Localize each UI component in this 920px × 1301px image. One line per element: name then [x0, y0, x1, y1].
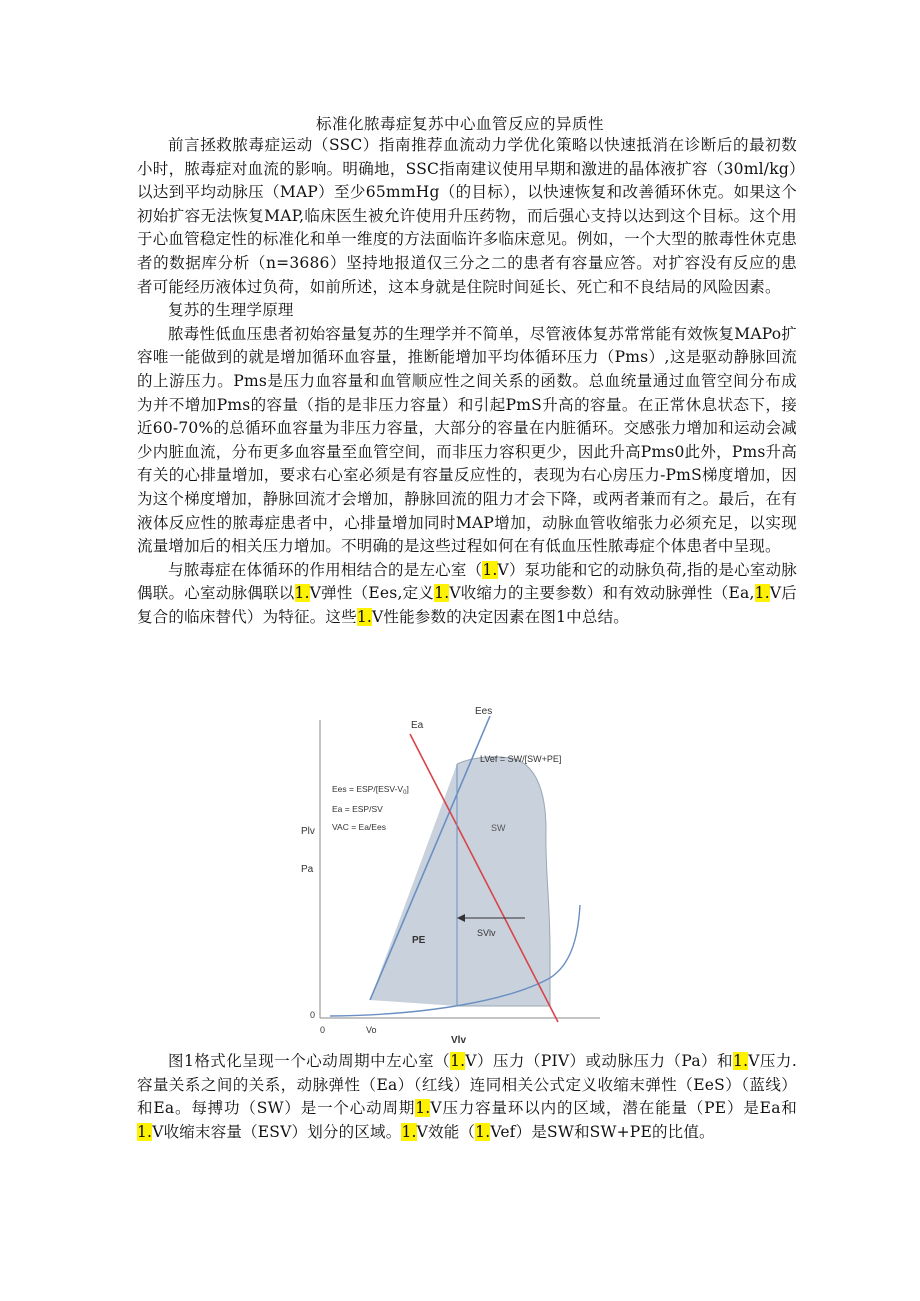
highlight-mark: 1. — [754, 584, 770, 603]
label-ees: Ees — [475, 706, 493, 717]
text-run: V弹性（Ees,定义 — [309, 584, 435, 603]
formula-vac: VAC = Ea/Ees — [332, 822, 386, 832]
highlight-mark: 1. — [401, 1122, 417, 1141]
text-run: V性能参数的决定因素在图1中总结。 — [372, 607, 629, 626]
caption-paragraph — [137, 1050, 797, 1144]
coupling-paragraph — [137, 559, 797, 630]
text-run: 与脓毒症在体循环的作用相结合的是左心室（ — [168, 560, 483, 579]
label-pa: Pa — [301, 864, 314, 875]
formula-ees-end: ] — [406, 784, 409, 794]
highlight-mark: 1. — [733, 1052, 749, 1070]
figure-caption — [137, 1050, 797, 1144]
formula-ees — [332, 784, 409, 796]
section-heading: 复苏的生理学原理 — [168, 301, 294, 320]
pv-loop-figure — [301, 700, 610, 1046]
highlight-mark: 1. — [356, 607, 373, 626]
text-run: V效能（ — [416, 1122, 476, 1141]
label-pe: PE — [412, 935, 426, 946]
highlight-mark: 1. — [450, 1052, 466, 1070]
formula-ees-text: Ees = ESP/[ESV-V — [332, 784, 404, 794]
formula-ea: Ea = ESP/SV — [332, 804, 383, 814]
label-zero-y: 0 — [310, 1010, 316, 1020]
label-vo: Vo — [366, 1025, 377, 1035]
highlight-mark: 1. — [137, 1122, 153, 1141]
text-run: Vef）是SW和SW+PE的比值。 — [490, 1122, 715, 1141]
intro-paragraph: 前言拯救脓毒症运动（SSC）指南推荐血流动力学优化策略以快速抵消在诊断后的最初数小时，脓毒症对血流的影响。明确地，SSC指南建议使用早期和激进的晶体液扩容（30ml/kg）以达到平均动脉压（MAP）至少65mmHg（的目标），以快速恢复和改善循环休克。如果这个初始扩容无法恢复MAP,临床医生被允许使用升压药物，而后强心支持以达到这个目标。这个用于心血管稳定性的标准化和单一维度的方法面临许多临床意见。例如，一个大型的脓毒性休克患者的数据库分析（n=3686）坚持地报道仅三分之二的患者有容量应答。对扩容没有反应的患者可能经历液体过负荷，如前所述，这本身就是住院时间延长、死亡和不良结局的风险因素。 — [137, 136, 797, 296]
label-lvef: LVef = SW/[SW+PE] — [480, 754, 562, 764]
highlight-mark: 1. — [475, 1122, 491, 1141]
sw-area — [457, 757, 550, 1006]
text-run: V后复合的临床替代）为特征。这些 — [137, 584, 797, 626]
label-plv: Plv — [301, 826, 315, 837]
label-svlv: SVlv — [477, 928, 496, 938]
text-run: V）泵功能和它的动脉负荷,指的是心室动脉偶联。心室动脉偶联以 — [137, 560, 797, 603]
text-run: 图1格式化呈现一个心动周期中左心室（ — [168, 1052, 451, 1070]
label-ea: Ea — [411, 720, 424, 731]
highlight-mark: 1. — [482, 560, 498, 579]
document-body — [137, 134, 797, 629]
label-zero-x: 0 — [320, 1025, 326, 1035]
document-title: 标准化脓毒症复苏中心血管反应的异质性 — [315, 115, 604, 133]
text-run: V压力容量环以内的区域，潜在能量（PE）是Ea和 — [430, 1099, 797, 1118]
formula-ees-sub: 0 — [403, 790, 407, 796]
text-run: V压力.容量关系之间的关系，动脉弹性（Ea）（红线）连同相关公式定义收缩末弹性（EeS）（蓝线）和Ea。每搏功（SW）是一个心动周期 — [137, 1052, 798, 1118]
text-run: V收缩末容量（ESV）划分的区域。 — [152, 1122, 402, 1141]
label-sw: SW — [491, 823, 506, 833]
physiology-paragraph: 脓毒性低血压患者初始容量复苏的生理学并不简单，尽管液体复苏常常能有效恢复MAPo扩容唯一能做到的就是增加循环血容量，推断能增加平均体循环压力（Pms）,这是驱动静脉回流的上游压力。Pms是压力血容量和血管顺应性之间关系的函数。总血统量通过血管空间分布成为并不增加Pms的容量（指的是非压力容量）和引起PmS升高的容量。在正常休息状态下，接近60-70%的总循环血容量为非压力容量，大部分的容量在内脏循环。交感张力增加和运动会减少内脏血流，分布更多血容量至血管空间，而非压力容积更少，因此升高Pms0此外，Pms升高有关的心排量增加，要求右心室必须是有容量反应性的，表现为右心房压力-PmS梯度增加，因为这个梯度增加，静脉回流才会增加，静脉回流的阻力才会下降，或两者兼而有之。最后，在有液体反应性的脓毒症患者中，心排量增加同时MAP增加，动脉血管收缩张力必须充足，以实现流量增加后的相关压力增加。不明确的是这些过程如何在有低血压性脓毒症个体患者中呈现。 — [137, 324, 797, 556]
highlight-mark: 1. — [415, 1099, 431, 1118]
highlight-mark: 1. — [294, 584, 310, 603]
highlight-mark: 1. — [434, 584, 450, 603]
label-vlv: Vlv — [451, 1035, 467, 1046]
text-run: V）压力（PIV）或动脉压力（Pa）和 — [465, 1052, 734, 1070]
text-run: V收缩力的主要参数）和有效动脉弹性（Ea, — [449, 584, 755, 603]
